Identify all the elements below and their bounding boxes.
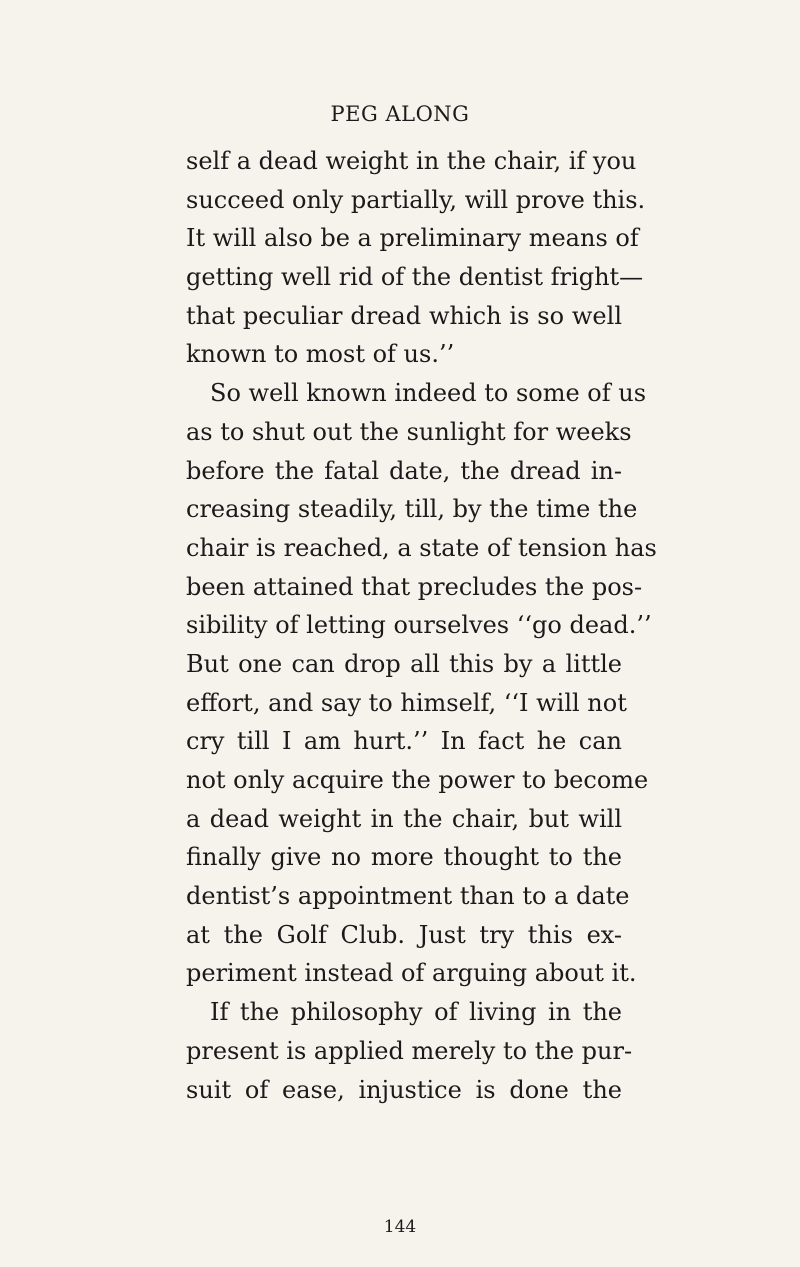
text-line: succeed only partially, will prove this. — [186, 185, 646, 214]
text-line: creasing steadily, till, by the time the — [186, 495, 638, 524]
text-line: dentist’s appointment than to a date — [186, 882, 630, 911]
text-line: chair is reached, a state of tension has — [186, 533, 657, 562]
text-line: before the fatal date, the dread in- — [186, 456, 622, 485]
text-line: effort, and say to himself, ‘‘I will not — [186, 688, 627, 717]
text-line: If the philosophy of living in the — [210, 998, 622, 1027]
text-line: as to shut out the sunlight for weeks — [186, 417, 632, 446]
text-line: cry till I am hurt.’’ In fact he can — [186, 727, 622, 756]
text-line: been attained that precludes the pos- — [186, 572, 643, 601]
text-line: suit of ease, injustice is done the — [186, 1075, 622, 1104]
text-line: periment instead of arguing about it. — [186, 959, 637, 988]
running-head: PEG ALONG — [330, 102, 470, 126]
text-line: finally give no more thought to the — [186, 843, 622, 872]
text-line: But one can drop all this by a little — [186, 649, 622, 678]
page-number: 144 — [383, 1217, 417, 1237]
text-line: getting well rid of the dentist fright— — [186, 263, 644, 292]
text-line: So well known indeed to some of us — [210, 379, 647, 408]
text-line: present is applied merely to the pur- — [186, 1036, 633, 1065]
text-line: a dead weight in the chair, but will — [186, 804, 622, 833]
text-line: sibility of letting ourselves ‘‘go dead.’’ — [186, 611, 652, 640]
text-line: at the Golf Club. Just try this ex- — [186, 920, 622, 949]
body-text — [186, 142, 657, 1109]
text-line: It will also be a preliminary means of — [186, 224, 639, 253]
text-line: that peculiar dread which is so well — [186, 301, 622, 330]
text-line: self a dead weight in the chair, if you — [186, 147, 637, 175]
text-line: not only acquire the power to become — [186, 766, 649, 794]
text-line: known to most of us.’’ — [186, 340, 455, 369]
